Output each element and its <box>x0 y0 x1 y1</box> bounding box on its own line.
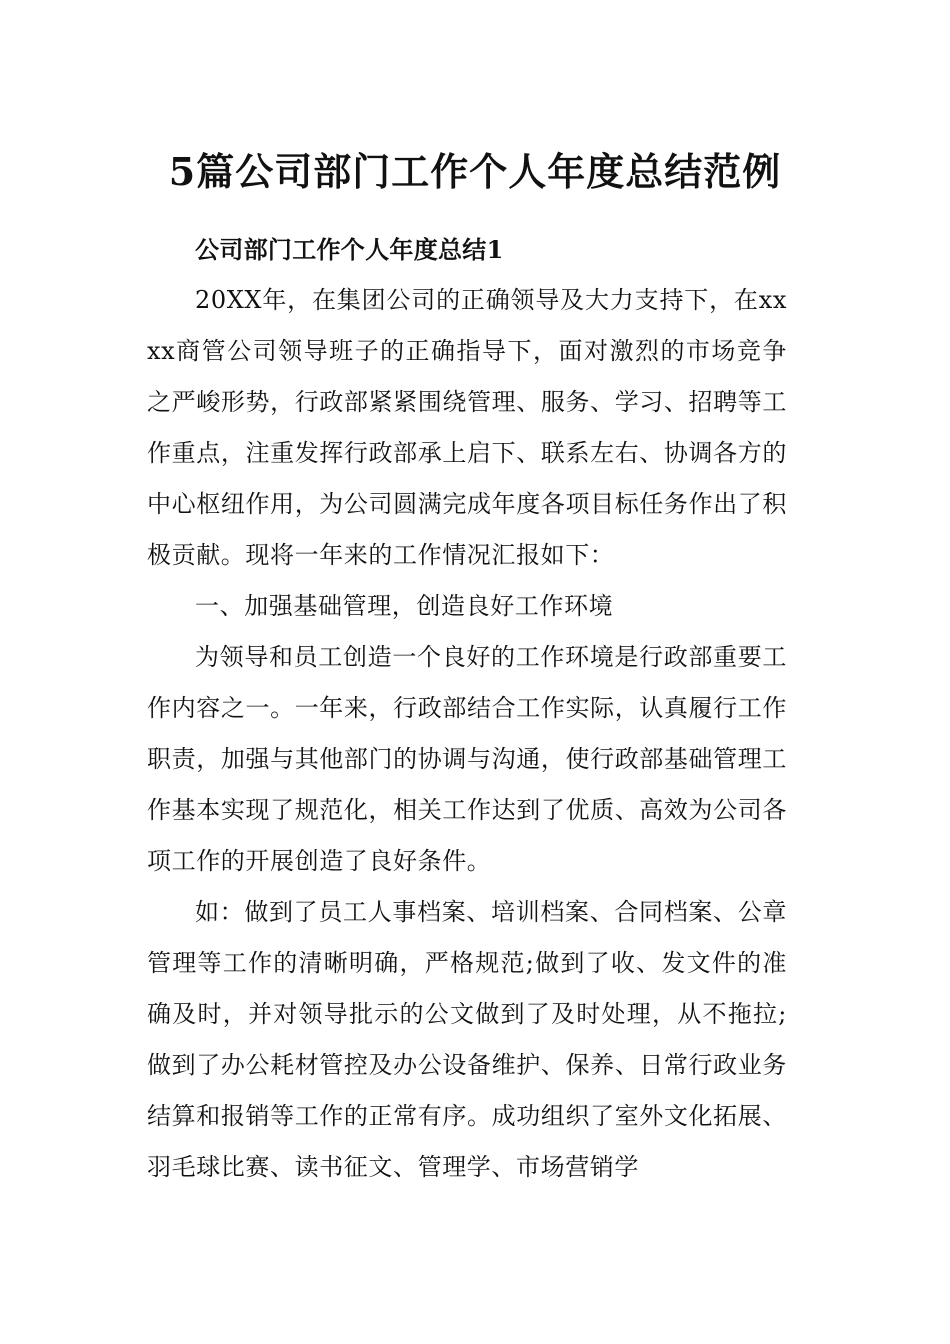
intro-paragraph: 20XX年，在集团公司的正确领导及大力支持下，在xxxx商管公司领导班子的正确指导下，面对激烈的市场竞争之严峻形势，行政部紧紧围绕管理、服务、学习、招聘等工作重点，注重发挥行政部承上启下、联系左右、协调各方的中心枢纽作用，为公司圆满完成年度各项目标任务作出了积极贡献。现将一年来的工作情况汇报如下： <box>147 286 787 569</box>
body-paragraph: 为领导和员工创造一个良好的工作环境是行政部重要工作内容之一。一年来，行政部结合工作实际，认真履行工作职责，加强与其他部门的协调与沟通，使行政部基础管理工作基本实现了规范化，相关工作达到了优质、高效为公司各项工作的开展创造了良好条件。 <box>147 643 787 875</box>
body-paragraph: 如：做到了员工人事档案、培训档案、合同档案、公章管理等工作的清晰明确，严格规范;做到了收、发文件的准确及时，并对领导批示的公文做到了及时处理，从不拖拉;做到了办公耗材管控及办公设备维护、保养、日常行政业务结算和报销等工作的正常有序。成功组织了室外文化拓展、羽毛球比赛、读书征文、管理学、市场营销学 <box>147 898 787 1181</box>
document-body <box>147 224 787 1193</box>
section-heading: 公司部门工作个人年度总结1 <box>195 235 504 264</box>
section-heading-one: 一、加强基础管理，创造良好工作环境 <box>195 592 614 620</box>
document-title: 5篇公司部门工作个人年度总结范例 <box>168 149 782 194</box>
